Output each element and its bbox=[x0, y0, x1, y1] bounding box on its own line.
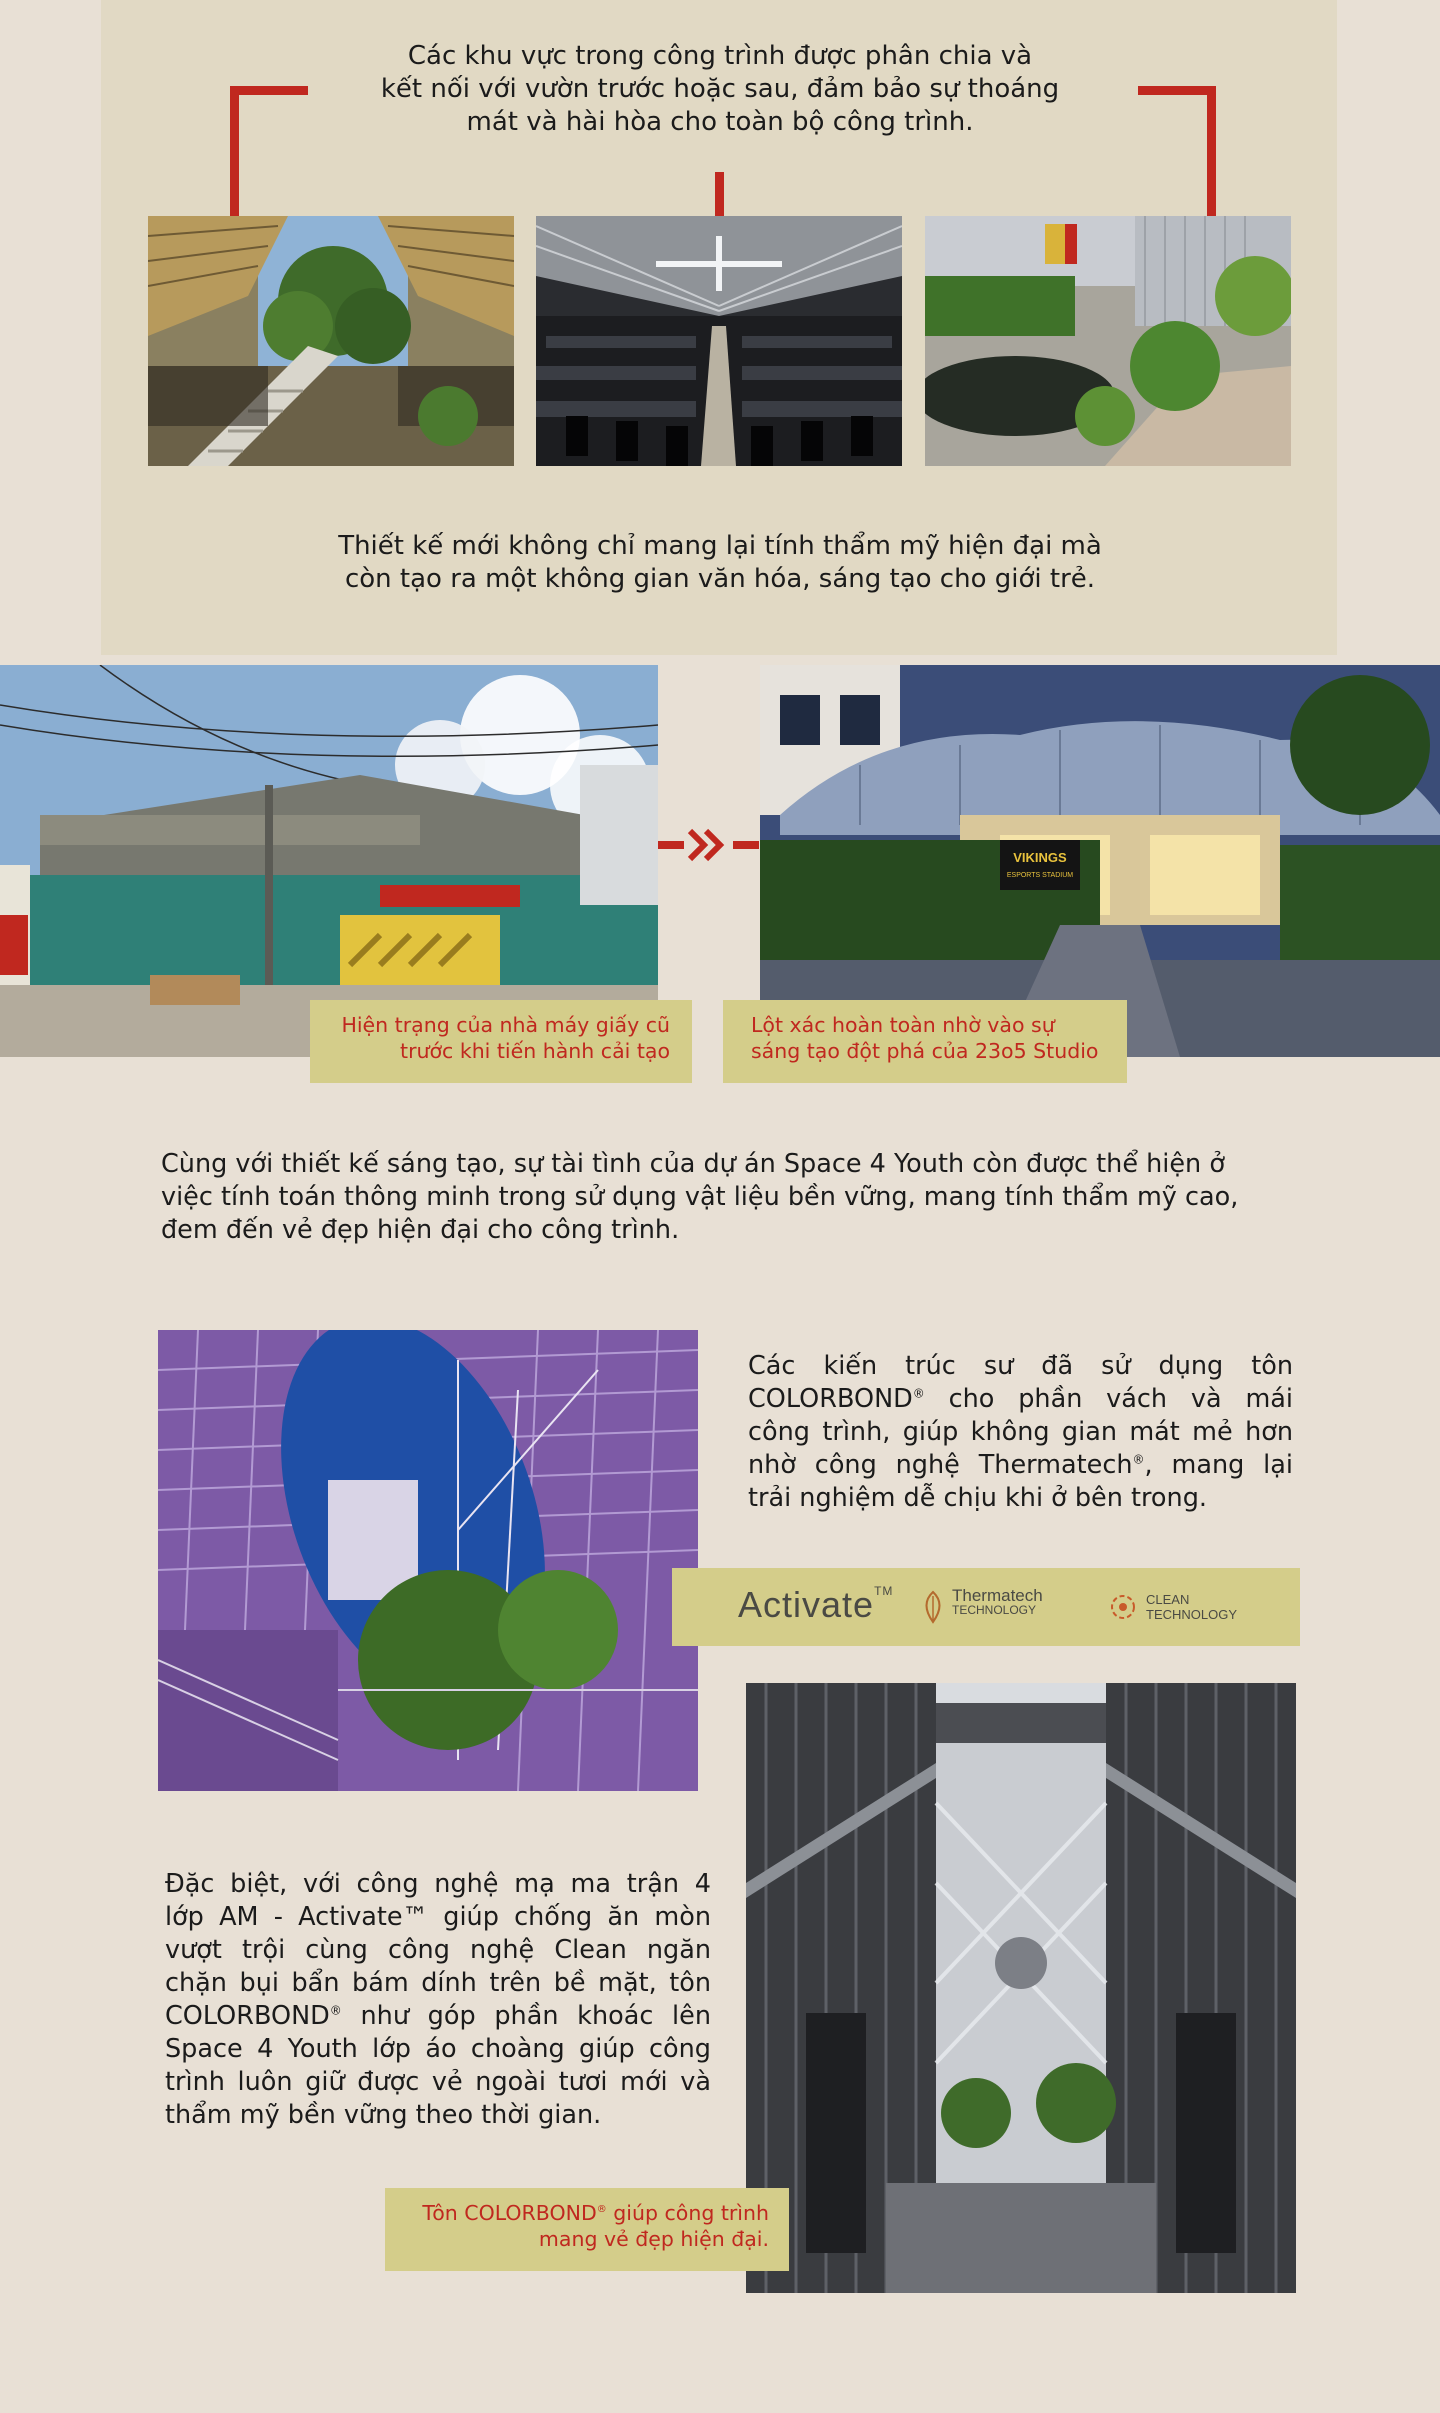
paragraph-line: Đặc biệt, với công nghệ mạ ma trận 4 bbox=[165, 1869, 711, 1899]
caption-line: Lột xác hoàn toàn nhờ vào sự bbox=[751, 1013, 1055, 1037]
paragraph-line: Space 4 Youth lớp áo choàng giúp công bbox=[165, 2034, 711, 2064]
caption-line: trước khi tiến hành cải tạo bbox=[400, 1039, 670, 1063]
bracket-icon bbox=[1138, 86, 1216, 95]
paragraph-line: công trình, giúp không gian mát mẻ hơn bbox=[748, 1417, 1293, 1447]
tech-badges-bar bbox=[672, 1568, 1300, 1646]
photo-after-vikings bbox=[760, 665, 1440, 1057]
design-line: Thiết kế mới không chỉ mang lại tính thẩm mỹ hiện đại mà bbox=[338, 531, 1102, 561]
photo-stair-garden bbox=[148, 216, 514, 466]
caption-line: mang vẻ đẹp hiện đại. bbox=[538, 2227, 769, 2251]
photo-before-factory bbox=[0, 665, 658, 1057]
caption-colorbond bbox=[385, 2188, 789, 2271]
paragraph-line: đem đến vẻ đẹp hiện đại cho công trình. bbox=[161, 1215, 680, 1245]
paragraph-line: trải nghiệm dễ chịu khi ở bên trong. bbox=[748, 1483, 1207, 1513]
caption-line: sáng tạo đột phá của 23o5 Studio bbox=[751, 1039, 1099, 1063]
intro-line: kết nối với vườn trước hoặc sau, đảm bảo sự thoáng bbox=[380, 74, 1060, 104]
caption-line: Tôn COLORBOND® giúp công trình bbox=[422, 2201, 769, 2225]
vikings-sign-title: VIKINGS bbox=[1013, 850, 1067, 865]
activate-logo: Activate™ bbox=[738, 1584, 894, 1625]
paragraph-line: COLORBOND® như góp phần khoác lên bbox=[165, 2001, 711, 2031]
paragraph-line: việc tính toán thông minh trong sử dụng vật liệu bền vững, mang tính thẩm mỹ cao, bbox=[161, 1182, 1239, 1212]
bracket-icon bbox=[230, 86, 308, 95]
arrow-line-right bbox=[733, 841, 759, 849]
intro-line: mát và hài hòa cho toàn bộ công trình. bbox=[466, 107, 974, 137]
paragraph-line: vượt trội cùng công nghệ Clean ngăn bbox=[165, 1935, 711, 1965]
paragraph-line: lớp AM - Activate™ giúp chống ăn mòn bbox=[165, 1902, 711, 1932]
bracket-icon bbox=[230, 86, 239, 216]
photo-pond-garden bbox=[925, 216, 1291, 466]
paragraph-line: nhờ công nghệ Thermatech®, mang lại bbox=[748, 1450, 1293, 1480]
sun-swirl-icon bbox=[1108, 1592, 1138, 1622]
paragraph-colorbond bbox=[748, 1350, 1293, 1515]
arrow-line-left bbox=[658, 841, 684, 849]
photo-canopy-night bbox=[158, 1330, 698, 1791]
leaf-icon bbox=[920, 1590, 946, 1624]
paragraph-line: chặn bụi bẩn bám dính trên bề mặt, tôn bbox=[165, 1968, 711, 1998]
thermatech-label: Thermatech TECHNOLOGY bbox=[952, 1586, 1043, 1617]
paragraph-line: COLORBOND® cho phần vách và mái bbox=[748, 1384, 1293, 1414]
caption-after bbox=[723, 1000, 1127, 1083]
paragraph-line: Cùng với thiết kế sáng tạo, sự tài tình của dự án Space 4 Youth còn được thể hiện ở bbox=[161, 1149, 1225, 1179]
design-text bbox=[240, 530, 1200, 596]
connector-line bbox=[715, 172, 724, 216]
clean-label: CLEAN TECHNOLOGY bbox=[1146, 1592, 1238, 1622]
design-line: còn tạo ra một không gian văn hóa, sáng tạo cho giới trẻ. bbox=[344, 564, 1096, 594]
photo-corridor bbox=[746, 1683, 1296, 2293]
caption-before bbox=[310, 1000, 692, 1083]
intro-text bbox=[300, 40, 1140, 139]
paragraph-line: thẩm mỹ bền vững theo thời gian. bbox=[165, 2100, 602, 2130]
double-chevron-arrow-icon bbox=[686, 827, 730, 863]
vikings-sign-subtitle: ESPORTS STADIUM bbox=[1006, 872, 1074, 879]
caption-line: Hiện trạng của nhà máy giấy cũ bbox=[341, 1013, 670, 1037]
intro-line: Các khu vực trong công trình được phân chia và bbox=[407, 41, 1033, 71]
paragraph-line: Các kiến trúc sư đã sử dụng tôn bbox=[748, 1351, 1293, 1381]
bracket-icon bbox=[1207, 86, 1216, 216]
paragraph-am bbox=[165, 1868, 711, 2132]
paragraph-line: trình luôn giữ được vẻ ngoài tươi mới và bbox=[165, 2067, 711, 2097]
photo-esports-hall bbox=[536, 216, 902, 466]
paragraph-space4youth bbox=[161, 1148, 1301, 1247]
